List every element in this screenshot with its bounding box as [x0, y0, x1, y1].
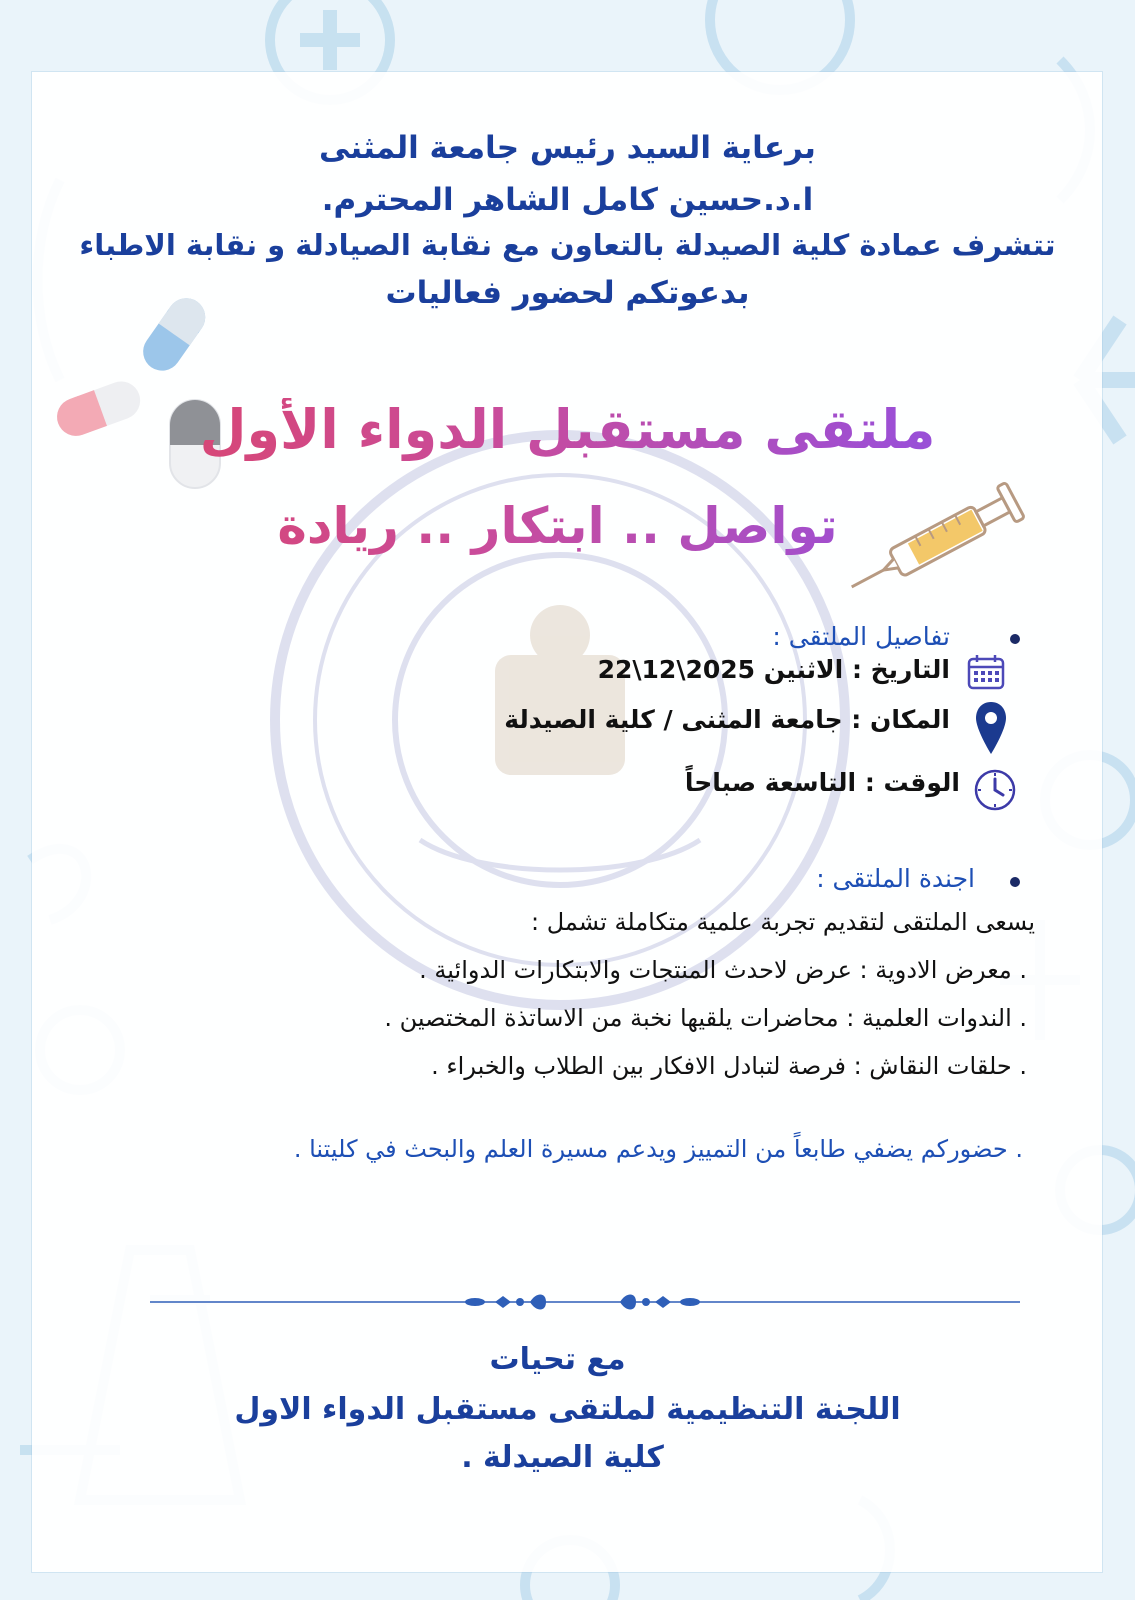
- event-title: ملتقى مستقبل الدواء الأول: [0, 398, 1135, 461]
- event-time: الوقت : التاسعة صباحاً: [684, 768, 960, 797]
- details-bullet: [1010, 634, 1020, 644]
- college-line: كلية الصيدلة .: [461, 1440, 664, 1475]
- clock-icon: [973, 768, 1017, 812]
- blue-capsule-icon: [135, 290, 215, 380]
- location-pin-icon: [974, 700, 1008, 756]
- event-date: التاريخ : الاثنين 2025\12\22: [597, 655, 950, 684]
- agenda-item: . معرض الادوية : عرض لاحدث المنتجات والابتكارات الدوائية .: [419, 956, 1027, 984]
- closing-statement: . حضوركم يضفي طابعاً من التمييز ويدعم مسيرة العلم والبحث في كليتنا .: [293, 1135, 1023, 1163]
- event-place: المكان : جامعة المثنى / كلية الصيدلة: [504, 705, 950, 734]
- agenda-item: . الندوات العلمية : محاضرات يلقيها نخبة من الاساتذة المختصين .: [384, 1004, 1027, 1032]
- president-name-line: ا.د.حسين كامل الشاهر المحترم.: [321, 182, 814, 218]
- patronage-line: برعاية السيد رئيس جامعة المثنى: [319, 130, 816, 166]
- calendar-icon: [966, 653, 1006, 691]
- organizers-line: تتشرف عمادة كلية الصيدلة بالتعاون مع نقابة الصيادلة و نقابة الاطباء: [79, 228, 1056, 262]
- ornamental-divider: [150, 1287, 1020, 1317]
- greeting-line: مع تحيات: [489, 1342, 626, 1377]
- details-heading: تفاصيل الملتقى :: [772, 622, 950, 651]
- agenda-heading: اجندة الملتقى :: [816, 864, 975, 893]
- agenda-bullet: [1010, 877, 1020, 887]
- committee-line: اللجنة التنظيمية لملتقى مستقبل الدواء الاول: [234, 1392, 901, 1427]
- agenda-intro: يسعى الملتقى لتقديم تجربة علمية متكاملة تشمل :: [531, 908, 1035, 936]
- agenda-item: . حلقات النقاش : فرصة لتبادل الافكار بين الطلاب والخبراء .: [431, 1052, 1027, 1080]
- invitation-line: بدعوتكم لحضور فعاليات: [385, 275, 750, 311]
- syringe-icon: [840, 480, 1040, 600]
- event-slogan: تواصل .. ابتكار .. ريادة: [0, 497, 1125, 555]
